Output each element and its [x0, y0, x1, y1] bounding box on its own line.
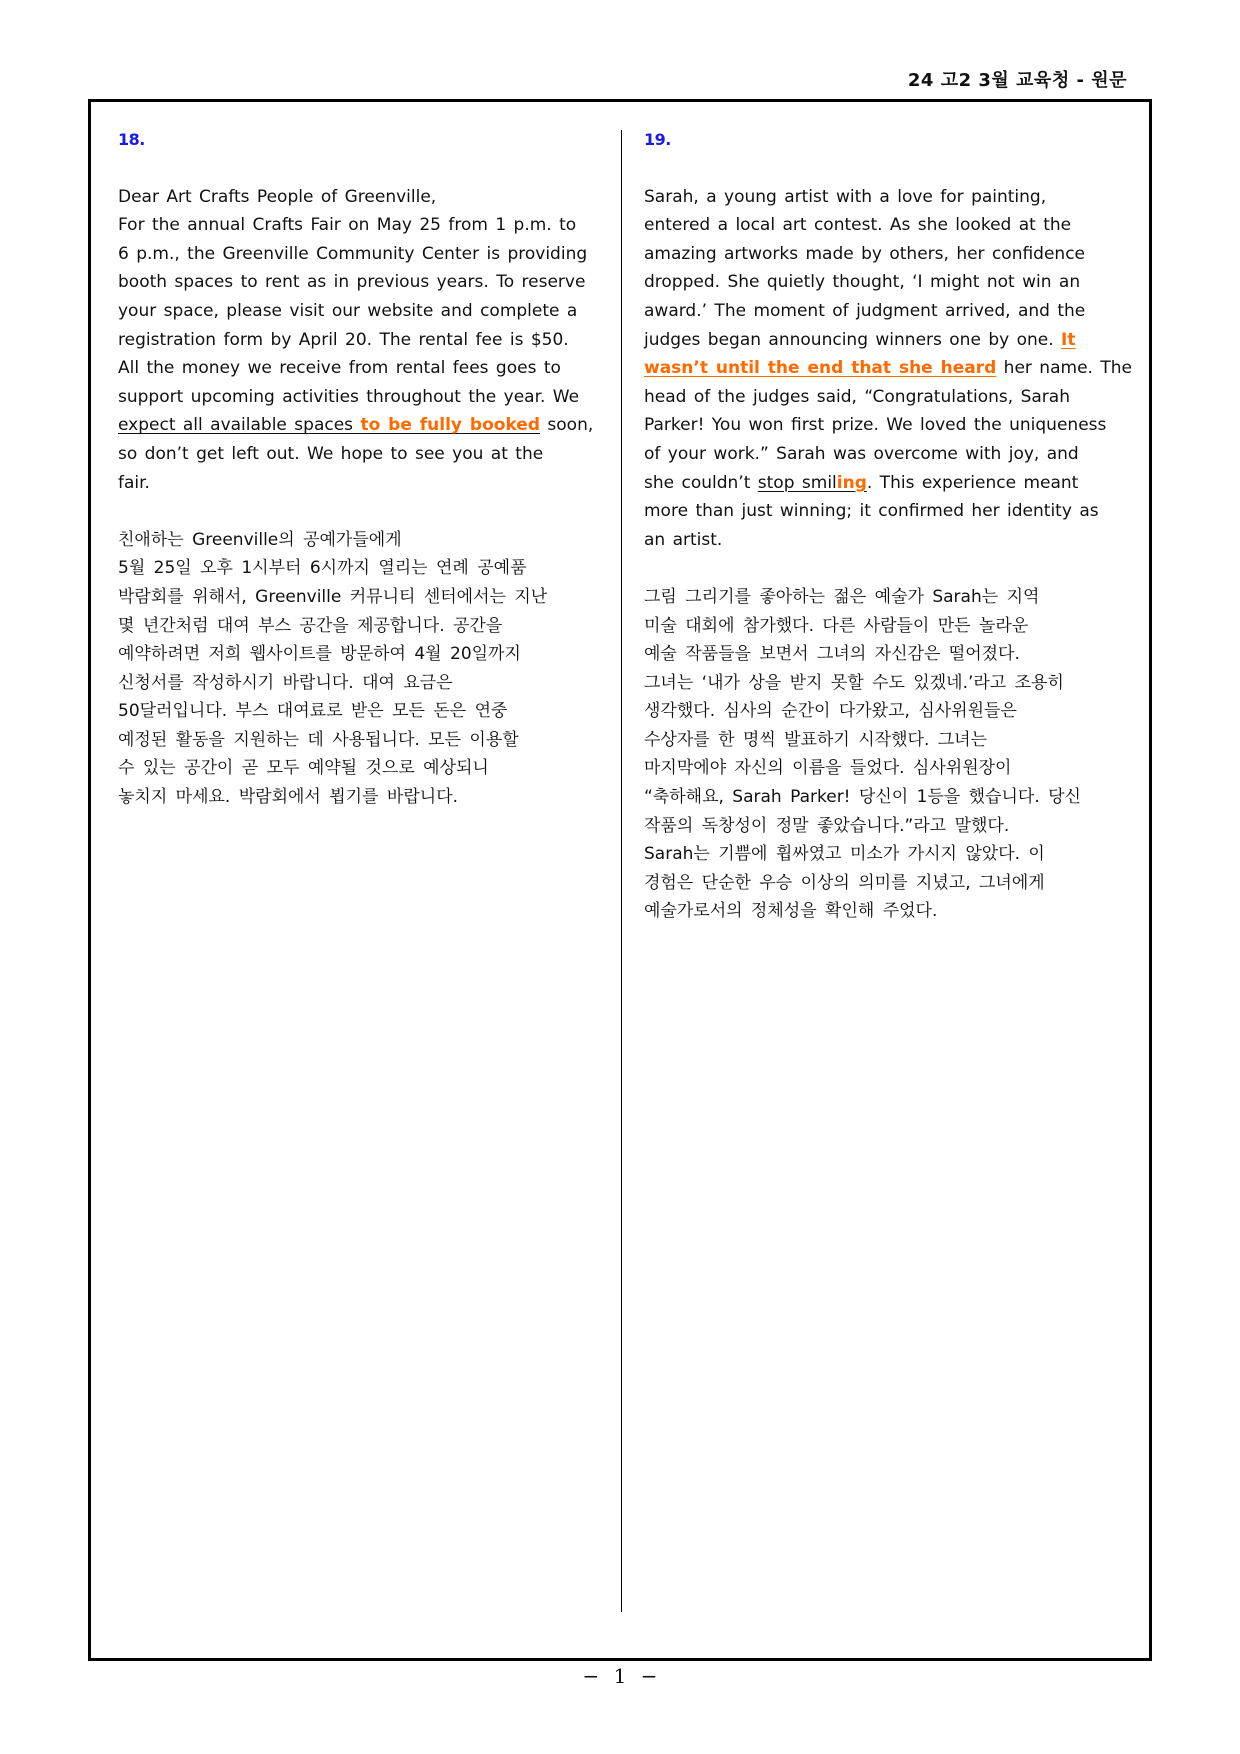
translation-line: 그녀는 ‘내가 상을 받지 못할 수도 있겠네.’라고 조용히 [644, 672, 1064, 693]
translation-line: 그림 그리기를 좋아하는 젊은 예술가 Sarah는 지역 [644, 586, 1040, 607]
translation-line: Sarah는 기쁨에 휩싸였고 미소가 가시지 않았다. 이 [644, 844, 1045, 865]
highlighted-passage-line [644, 326, 1126, 355]
translation-line: 예술가로서의 정체성을 확인해 주었다. [644, 901, 938, 922]
passage-line: 6 p.m., the Greenville Community Center is providing [118, 243, 588, 264]
passage-line: dropped. She quietly thought, ‘I might not win an [644, 272, 1081, 293]
passage-line: All the money we receive from rental fees goes to [118, 358, 561, 379]
column-divider [621, 130, 622, 1612]
passage-line: amazing artworks made by others, her confidence [644, 243, 1086, 264]
underlined-plain-text: expect all available spaces [118, 415, 361, 436]
translation-line: 수상자를 한 명씩 발표하기 시작했다. 그녀는 [644, 729, 988, 750]
translation-line: “축하해요, Sarah Parker! 당신이 1등을 했습니다. 당신 [644, 787, 1081, 808]
translation-line: 친애하는 Greenville의 공예가들에게 [118, 529, 402, 550]
question-number: 18. [118, 130, 145, 149]
underlined-text [758, 473, 867, 493]
passage-line: more than just winning; it confirmed her identity as [644, 501, 1099, 522]
translation-line: 작품의 독창성이 정말 좋았습니다.”라고 말했다. [644, 815, 1010, 836]
translation-line: 놓치지 마세요. 박람회에서 뵙기를 바랍니다. [118, 787, 459, 808]
korean-translation [118, 526, 598, 812]
highlighted-passage-line [644, 354, 1132, 383]
trailing-text: soon, [540, 415, 594, 436]
passage-line: your space, please visit our website and complete a [118, 300, 578, 321]
plain-text: judges began announcing winners one by one. [644, 329, 1062, 350]
passage-line: an artist. [644, 529, 723, 550]
underlined-passage-line [118, 411, 598, 440]
passage-line: entered a local art contest. As she looked at the [644, 215, 1072, 236]
question-19-column [644, 126, 1132, 955]
underlined-text [118, 415, 540, 435]
passage-line: of your work.” Sarah was overcome with joy, and [644, 443, 1079, 464]
passage-line: booth spaces to rent as in previous years. To reserve [118, 272, 586, 293]
trailing-text: . This experience meant [866, 472, 1079, 493]
translation-line: 50달러입니다. 부스 대여료로 받은 모든 돈은 연중 [118, 701, 508, 722]
passage-line: Parker! You won first prize. We loved the uniqueness [644, 415, 1107, 436]
highlighted-answer-text: ing [836, 472, 867, 493]
passage-line: so don’t get left out. We hope to see you at the [118, 443, 544, 464]
korean-translation [644, 583, 1126, 926]
translation-line: 경험은 단순한 우승 이상의 의미를 지녔고, 그녀에게 [644, 872, 1045, 893]
underlined-plain-text: stop smil [757, 472, 837, 493]
translation-line: 몇 년간처럼 대여 부스 공간을 제공합니다. 공간을 [118, 615, 503, 636]
underlined-passage-line [644, 469, 1126, 498]
translation-line: 예약하려면 저희 웹사이트를 방문하여 4월 20일까지 [118, 644, 521, 665]
passage-line: For the annual Crafts Fair on May 25 from 1 p.m. to [118, 215, 577, 236]
highlighted-answer-text: It [1061, 329, 1076, 350]
highlighted-answer-text: wasn’t until the end that she heard [644, 358, 997, 379]
passage-line: fair. [118, 472, 150, 493]
translation-line: 수 있는 공간이 곧 모두 예약될 것으로 예상되니 [118, 758, 489, 779]
passage-line: Sarah, a young artist with a love for painting, [644, 186, 1047, 207]
translation-line: 생각했다. 심사의 순간이 다가왔고, 심사위원들은 [644, 701, 1017, 722]
translation-line: 박람회를 위해서, Greenville 커뮤니티 센터에서는 지난 [118, 586, 548, 607]
passage-line: award.’ The moment of judgment arrived, and the [644, 300, 1086, 321]
plain-text: she couldn’t [644, 472, 758, 493]
translation-line: 5월 25일 오후 1시부터 6시까지 열리는 연례 공예품 [118, 558, 527, 579]
english-passage [118, 183, 598, 498]
page-header-title: 24 고2 3월 교육청 - 원문 [907, 70, 1127, 91]
passage-line: head of the judges said, “Congratulations, Sarah [644, 386, 1070, 407]
translation-line: 예정된 활동을 지원하는 데 사용됩니다. 모든 이용할 [118, 729, 519, 750]
translation-line: 미술 대회에 참가했다. 다른 사람들이 만든 놀라운 [644, 615, 1029, 636]
question-number: 19. [644, 130, 671, 149]
translation-line: 신청서를 작성하시기 바랍니다. 대여 요금은 [118, 672, 453, 693]
translation-line: 예술 작품들을 보면서 그녀의 자신감은 떨어졌다. [644, 644, 1020, 665]
passage-line: Dear Art Crafts People of Greenville, [118, 186, 437, 207]
question-18-column [118, 126, 598, 840]
english-passage [644, 183, 1132, 555]
passage-line: registration form by April 20. The rental fee is $50. [118, 329, 569, 350]
trailing-text: her name. The [996, 358, 1132, 379]
highlighted-answer-text: to be fully booked [360, 415, 541, 436]
passage-line: support upcoming activities throughout the year. We [118, 386, 580, 407]
translation-line: 마지막에야 자신의 이름을 들었다. 심사위원장이 [644, 758, 1012, 779]
page-number: − 1 − [582, 1664, 658, 1688]
